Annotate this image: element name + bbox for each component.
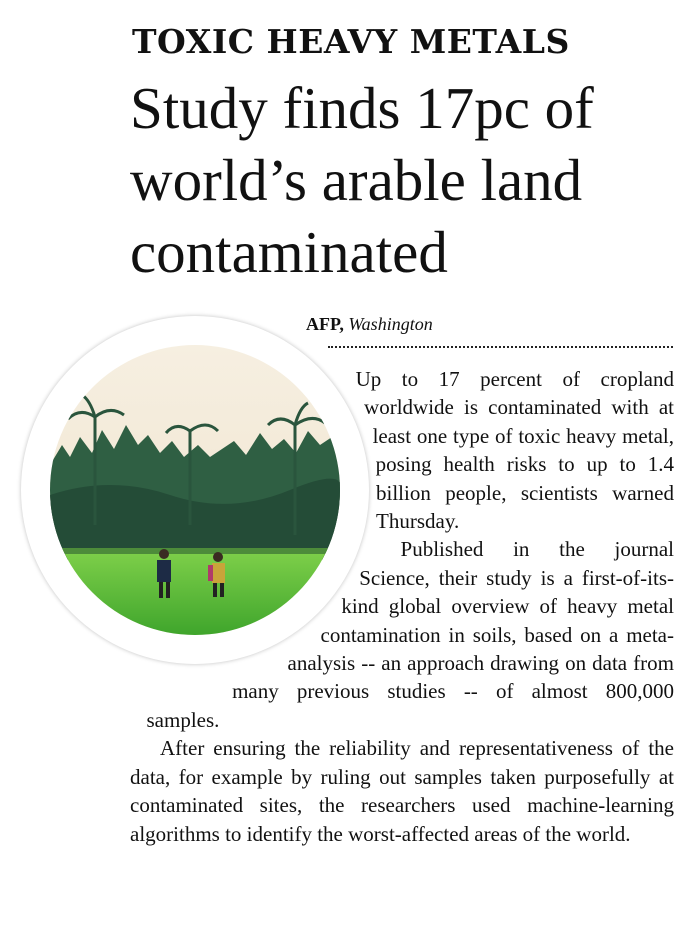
headline: Study finds 17pc of world’s arable land contaminated [130, 75, 594, 285]
article-body [130, 365, 674, 848]
kicker: TOXIC HEAVY METALS [132, 22, 570, 61]
byline-place: Washington [348, 314, 433, 334]
paragraph-2: Published in the journal Science, their study is a first-of-its-kind global overview of heavy metal contamination in soils, based on a meta-analysis -- an approach drawing on data from many previous studies -- of almost 800,000 samples. [146, 537, 674, 732]
paragraph-3: After ensuring the reliability and representativeness of the data, for example by ruling out samples taken purposefully at contaminated sites, the researchers used machine-learning algorithms to identify the worst-affected areas of the world. [130, 736, 674, 846]
byline [306, 314, 433, 335]
paragraph-1: Up to 17 percent of cropland worldwide is contaminated with at least one type of toxic heavy metal, posing health risks to up to 1.4 billion people, scientists warned Thursday. [355, 367, 674, 534]
byline-agency: AFP, [306, 314, 344, 334]
byline-divider [328, 346, 673, 348]
